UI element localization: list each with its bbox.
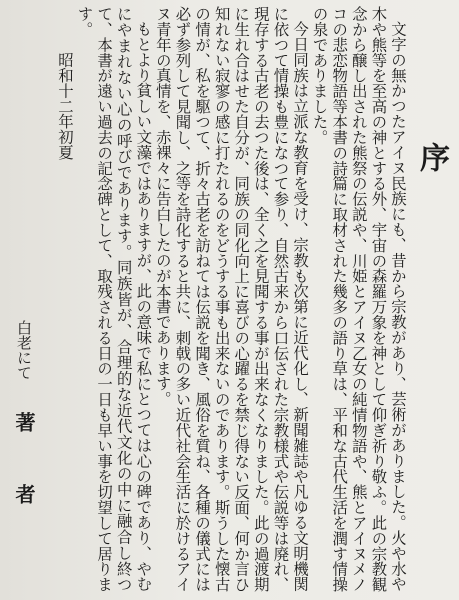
date-line: 昭和十二年初夏	[55, 52, 74, 160]
signature-author: 著者	[12, 412, 36, 556]
paragraph: 文字の無かつたアイヌ民族にも、昔から宗教があり、芸術がありました。火や水や木や熊等を至高の神とする外、宇宙の森羅万象を神として仰ぎ祈り敬ふ。此の宗教観念から醸し出された熊祭の伝説や、川姫とアイヌ乙女の純情物語や、熊とアイヌメノコの悲恋物語等本書の詩篇に取材された幾多の語り草は、平和な古代生活を潤す情操の泉でありました。	[310, 6, 407, 592]
preface-title: 序	[414, 142, 449, 172]
signature-block	[4, 0, 124, 600]
paragraph: もとより貧しい文藻ではありますが、此の意味で私にとつては心の碑であり、やむにやまれない心の呼びであります。同族皆が、合理的な近代文化の中に融合し終つて、本書が遠い過去の記念碑として、取残される日の一日も早い事を切望して居ります。	[75, 6, 153, 592]
signature-place: 白老にて	[15, 320, 33, 380]
paragraph: 今日同族は立派な教育を受け、宗教も次第に近代化し、新聞雑誌や凡ゆる文明機関に依つて情操も豊になつて参り、自然古来から口伝された宗教様式や伝説等は廃れ、現存する古老の去つた後は、全く之を見聞する事が出来なくなりました。此の過渡期に生れ合はせた自分が、同族の同化向上に喜びの心躍るを禁じ得ない反面、何か言ひ知れない寂寥の感に打たれるのをどうする事も出来ないのであります。斯うした懐古の情が、私を駆つて、折々古老を訪ねては伝説を聞き、風俗を質ね、各種の儀式には必ず参列して見聞し、之等を詩化すると共に、刺戟の多い近代社会生活に於けるアイヌ青年の真情を、赤裸々に告白したのが本書であります。	[153, 6, 310, 592]
